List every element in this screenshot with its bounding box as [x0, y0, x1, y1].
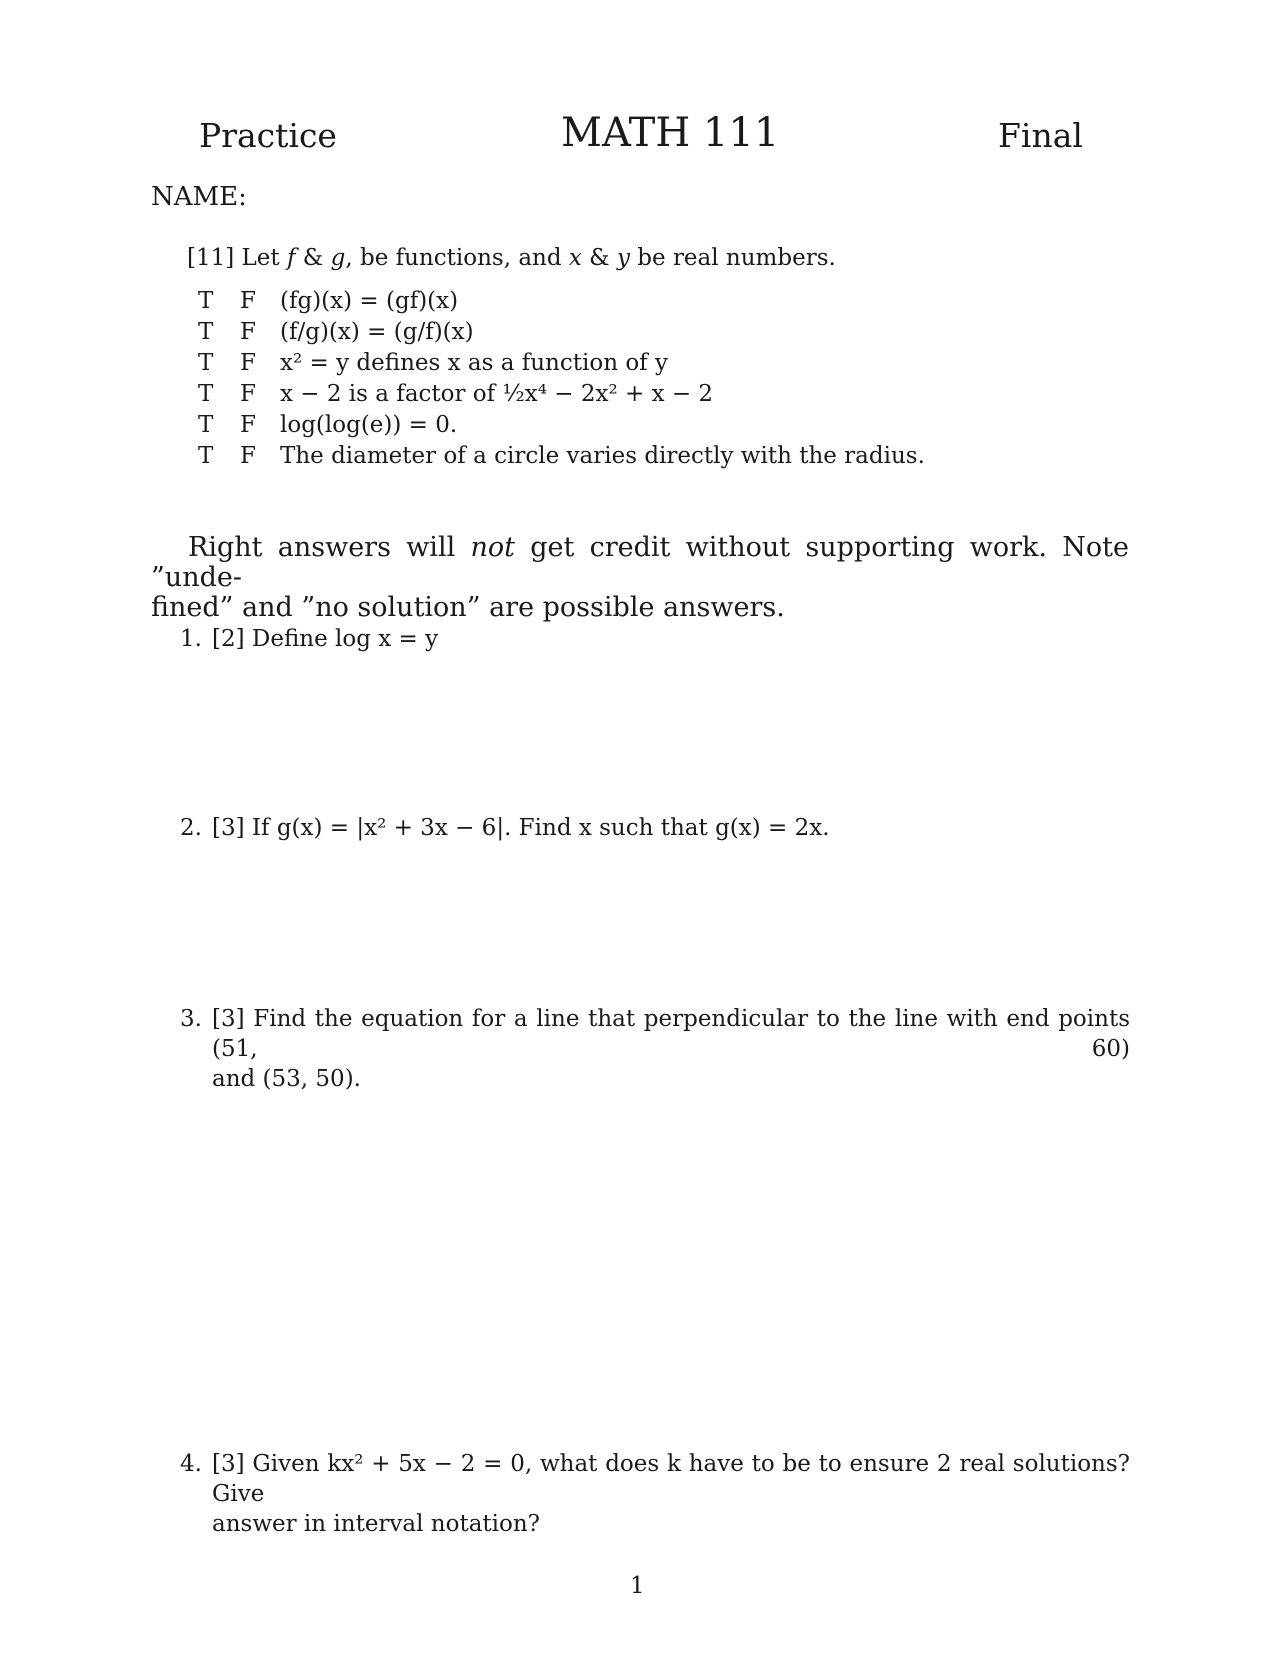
question-body [212, 1004, 1130, 1094]
instr-text: Right answers will [188, 532, 456, 563]
false-option[interactable]: F [240, 350, 256, 376]
question-text: If g(x) = |x² + 3x − 6|. Find x such that g(x) = 2x. [251, 815, 830, 841]
question-text-cont: answer in interval notation? [212, 1511, 541, 1537]
tf-row [198, 379, 925, 410]
question-body [212, 813, 1130, 843]
tf-intro: [11] Let f & g, be functions, and x & y be real numbers. [187, 245, 836, 271]
true-option[interactable]: T [198, 412, 214, 438]
false-option[interactable]: F [240, 319, 256, 345]
tf-row [198, 441, 925, 472]
true-option[interactable]: T [198, 350, 214, 376]
header-left: Practice [199, 116, 337, 155]
tf-points: [11] [187, 245, 235, 271]
false-option[interactable]: F [240, 443, 256, 469]
page-number: 1 [630, 1573, 645, 1599]
tf-row [198, 348, 925, 379]
question-points: [2] [212, 626, 245, 652]
tf-statement: (fg)(x) = (gf)(x) [280, 288, 459, 314]
question-number: 3. [180, 1006, 202, 1032]
question-text: Define log x = y [251, 626, 439, 652]
question-body [212, 1449, 1130, 1539]
tf-row [198, 410, 925, 441]
question-number: 1. [180, 626, 202, 652]
instructions [151, 533, 1129, 623]
tf-statement: log(log(e)) = 0. [280, 412, 458, 438]
header-right: Final [998, 116, 1083, 155]
question-number: 4. [180, 1451, 202, 1477]
question-text: Find the equation for a line that perpendicular to the line with end points (51, 60) [212, 1006, 1130, 1062]
instr-text: get credit without supporting work. Note ”unde- [151, 532, 1129, 593]
tf-row [198, 317, 925, 348]
false-option[interactable]: F [240, 381, 256, 407]
page-title: MATH 111 [561, 110, 780, 156]
tf-intro-end: be real numbers. [637, 245, 836, 271]
true-option[interactable]: T [198, 288, 214, 314]
name-label: NAME: [151, 182, 247, 212]
question-1 [180, 624, 1130, 654]
question-points: [3] [212, 815, 245, 841]
question-points: [3] [212, 1006, 245, 1032]
question-text-cont: and (53, 50). [212, 1066, 361, 1092]
question-4 [180, 1449, 1130, 1539]
tf-statement: x − 2 is a factor of ½x⁴ − 2x² + x − 2 [280, 381, 714, 407]
question-body [212, 624, 1130, 654]
true-option[interactable]: T [198, 443, 214, 469]
emphasis-not: not [470, 532, 515, 563]
question-number: 2. [180, 815, 202, 841]
false-option[interactable]: F [240, 288, 256, 314]
true-option[interactable]: T [198, 319, 214, 345]
tf-statement: The diameter of a circle varies directly with the radius. [280, 443, 925, 469]
tf-table [198, 286, 925, 472]
tf-row [198, 286, 925, 317]
instructions-line-1 [151, 533, 1129, 593]
question-3 [180, 1004, 1130, 1094]
instructions-line-2: fined” and ”no solution” are possible answers. [151, 592, 785, 623]
tf-intro-prefix: Let [241, 245, 280, 271]
tf-statement: x² = y defines x as a function of y [280, 350, 668, 376]
tf-statement: (f/g)(x) = (g/f)(x) [280, 319, 474, 345]
tf-intro-rest: , be functions, and [345, 245, 562, 271]
question-text: Given kx² + 5x − 2 = 0, what does k have to be to ensure 2 real solutions? Give [212, 1451, 1131, 1507]
false-option[interactable]: F [240, 412, 256, 438]
question-2 [180, 813, 1130, 843]
question-points: [3] [212, 1451, 245, 1477]
true-option[interactable]: T [198, 381, 214, 407]
